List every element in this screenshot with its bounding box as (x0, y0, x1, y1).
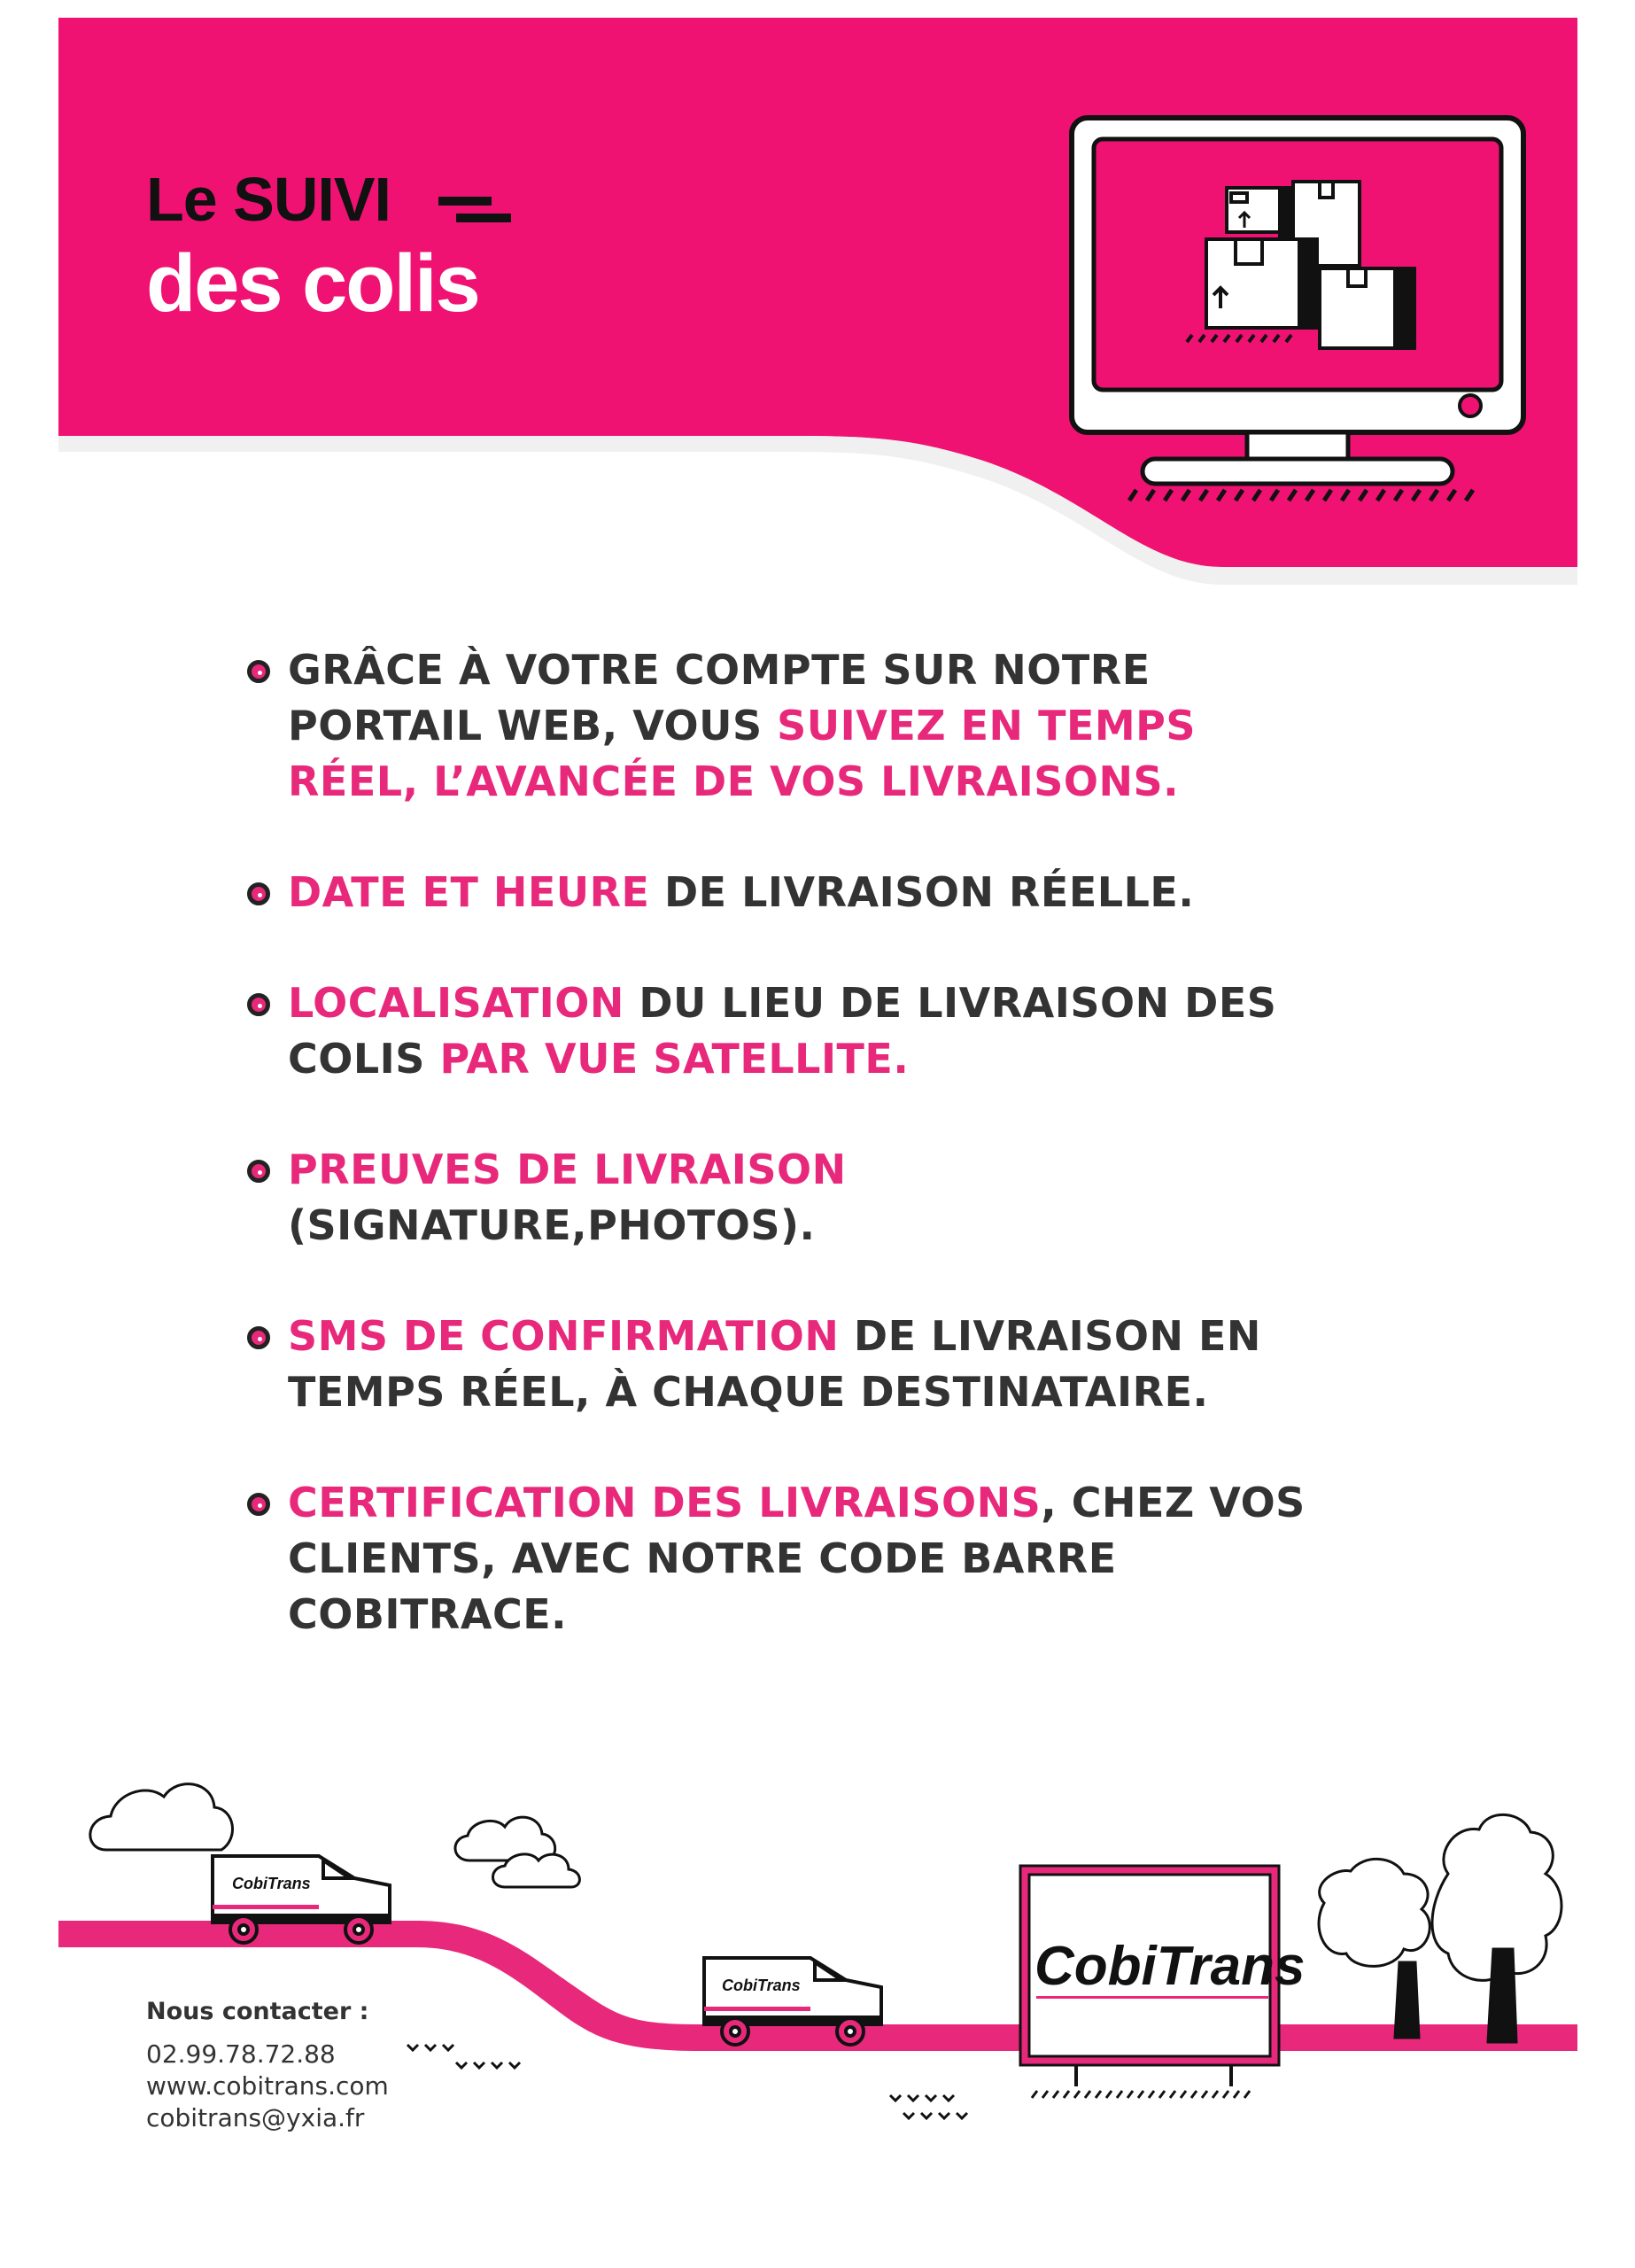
title-word-suivi: SUIVI (233, 165, 391, 234)
bullet-dot-icon (247, 1326, 270, 1349)
tree-icon (1319, 1859, 1430, 2038)
cloud-icon (90, 1784, 233, 1850)
bullet-dot-icon (247, 1160, 270, 1183)
feature-item: PREUVES DE LIVRAISON (SIGNATURE,PHOTOS). (244, 1142, 1306, 1254)
contact-heading: Nous contacter : (146, 1998, 369, 2025)
feature-item: CERTIFICATION DES LIVRAISONS, CHEZ VOS CLIENTS, AVEC NOTRE CODE BARRE COBITRACE. (244, 1475, 1306, 1643)
bullet-dot-icon (247, 660, 270, 683)
bullet-dot-icon (247, 1493, 270, 1516)
feature-item: DATE ET HEURE DE LIVRAISON RÉELLE. (244, 865, 1306, 920)
tree-icon (1432, 1814, 1561, 2042)
feature-item: SMS DE CONFIRMATION DE LIVRAISON EN TEMPS RÉEL, À CHAQUE DESTINATAIRE. (244, 1309, 1306, 1420)
van-logo: CobiTrans (722, 1977, 801, 1994)
title-word-le: Le (146, 165, 217, 234)
bullet-dot-icon (247, 882, 270, 905)
contact-email[interactable]: cobitrans@yxia.fr (146, 2103, 365, 2132)
feature-item: GRÂCE À VOTRE COMPTE SUR NOTRE PORTAIL WEB, VOUS SUIVEZ EN TEMPS RÉEL, L’AVANCÉE DE VOS LIVRAISONS. (244, 642, 1306, 810)
cloud-icon (455, 1817, 579, 1887)
bullet-dot-icon (247, 993, 270, 1016)
delivery-scene (0, 1719, 1635, 2268)
page-title-line1 (146, 164, 391, 235)
feature-list (244, 642, 1306, 1697)
grass-decoration (407, 2045, 967, 2118)
page-title-line2: des colis (146, 238, 479, 329)
van-logo: CobiTrans (232, 1875, 311, 1892)
contact-website[interactable]: www.cobitrans.com (146, 2071, 389, 2101)
billboard-logo: CobiTrans (1034, 1936, 1306, 1997)
feature-item: LOCALISATION DU LIEU DE LIVRAISON DES COLIS PAR VUE SATELLITE. (244, 975, 1306, 1087)
contact-phone: 02.99.78.72.88 (146, 2039, 336, 2069)
